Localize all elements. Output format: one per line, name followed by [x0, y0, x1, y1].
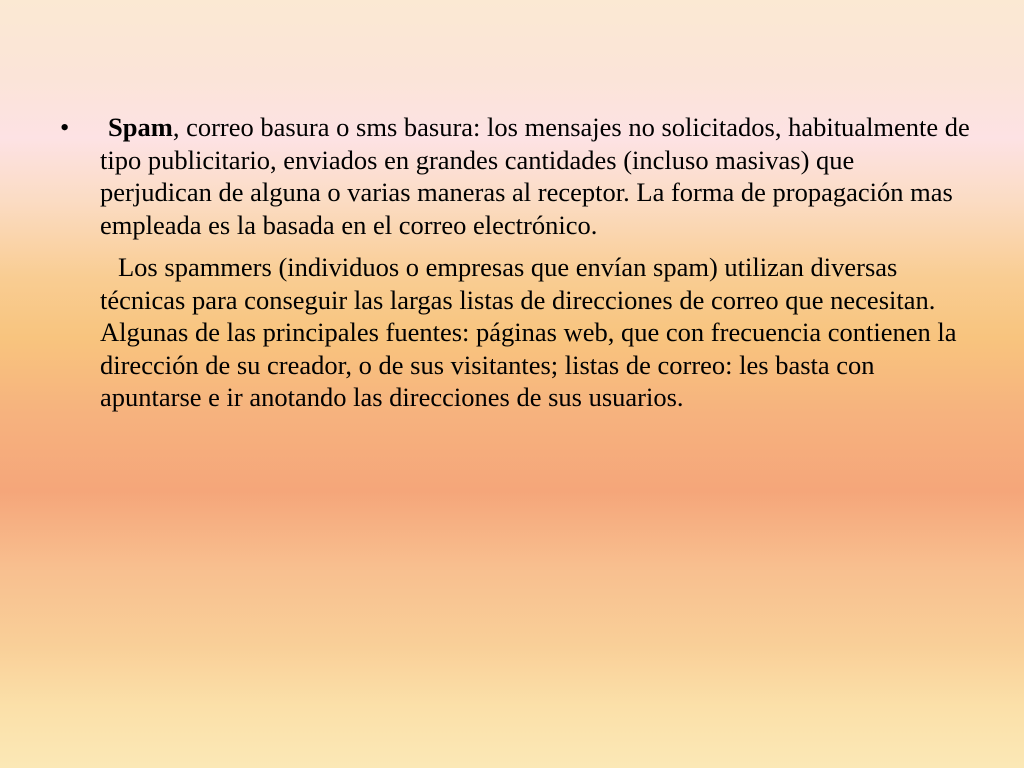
slide-body [60, 111, 970, 414]
paragraph-spammers: Los spammers (individuos o empresas que envían spam) utilizan diversas técnicas para conseguir las largas listas de direcciones de correo que necesitan. Algunas de las principales fuentes: páginas web, que con frecuencia contienen la dirección de su creador, o de sus visitantes; listas de correo: les basta con apuntarse e ir anotando las direcciones de sus usuarios. [100, 252, 957, 412]
definition-text: , correo basura o sms basura: los mensajes no solicitados, habitualmente de tipo publicitario, enviados en grandes cantidades (incluso masivas) que perjudican de alguna o varias maneras al receptor. La forma de propagación mas empleada es la basada en el correo electrónico. [100, 112, 970, 240]
bullet-item [60, 111, 970, 414]
term-spam: Spam [108, 112, 173, 142]
paragraph-spam-definition [100, 111, 970, 241]
bullet-icon: • [60, 112, 70, 142]
